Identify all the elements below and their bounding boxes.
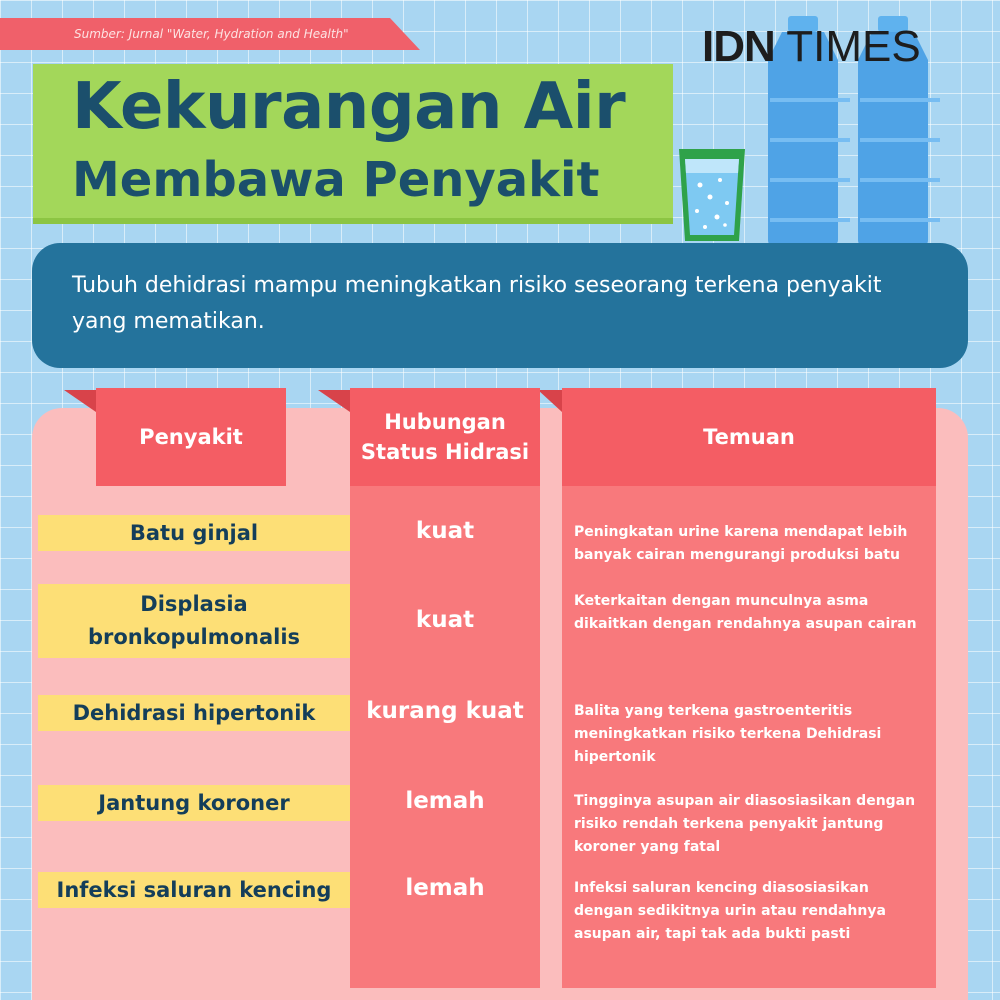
page-title-line2: Membawa Penyakit xyxy=(72,152,600,208)
status-cell: kuat xyxy=(415,607,475,633)
water-glass-icon xyxy=(675,145,749,245)
header-disease: Penyakit xyxy=(96,388,286,486)
disease-cell: Batu ginjal xyxy=(38,515,350,551)
status-cell: lemah xyxy=(405,875,485,901)
disease-cell: Infeksi saluran kencing xyxy=(38,872,350,908)
header-fold xyxy=(318,390,350,412)
idn-times-logo: IDN TIMES xyxy=(702,22,921,71)
page-title-line1: Kekurangan Air xyxy=(72,70,626,144)
status-cell: kuat xyxy=(415,518,475,544)
finding-cell: Tingginya asupan air diasosiasikan dengan risiko rendah terkena penyakit jantung koroner yang fatal xyxy=(574,793,916,855)
source-citation: Sumber: Jurnal "Water, Hydration and Health" xyxy=(74,27,349,41)
header-fold xyxy=(538,390,562,412)
finding-cell: Keterkaitan dengan munculnya asma dikaitkan dengan rendahnya asupan cairan xyxy=(574,593,917,632)
disease-cell: Dehidrasi hipertonik xyxy=(38,695,350,731)
header-fold xyxy=(64,390,96,412)
finding-cell: Peningkatan urine karena mendapat lebih banyak cairan mengurangi produksi batu xyxy=(574,524,908,563)
finding-cell: Balita yang terkena gastroenteritis meningkatkan risiko terkena Dehidrasi hipertonik xyxy=(574,703,882,765)
description-text: Tubuh dehidrasi mampu meningkatkan risiko seseorang terkena penyakit yang mematikan. xyxy=(72,273,882,334)
disease-cell: Displasia bronkopulmonalis xyxy=(38,584,350,658)
disease-cell: Jantung koroner xyxy=(38,785,350,821)
header-hydration-status: Hubungan Status Hidrasi xyxy=(350,388,540,486)
status-cell: lemah xyxy=(405,788,485,814)
status-cell: kurang kuat xyxy=(366,698,524,724)
finding-cell: Infeksi saluran kencing diasosiasikan dengan sedikitnya urin atau rendahnya asupan air, tapi tak ada bukti pasti xyxy=(574,880,886,942)
header-findings: Temuan xyxy=(562,388,936,486)
